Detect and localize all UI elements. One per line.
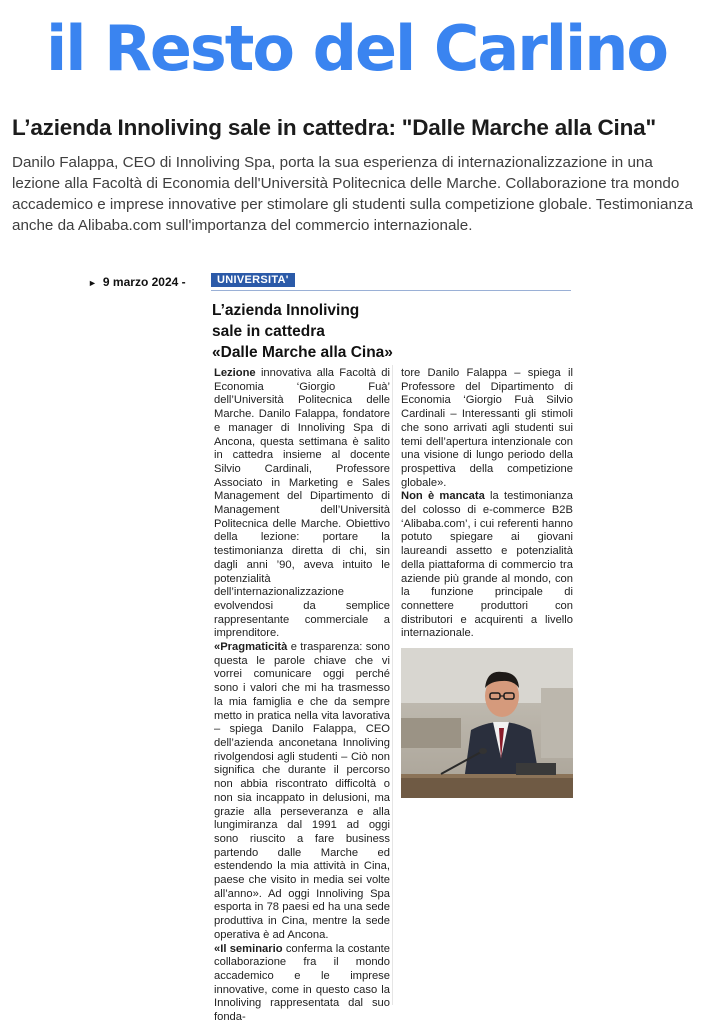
speaker-photo-illustration (401, 648, 573, 798)
paragraph-text: tore Danilo Falappa – spiega il Professore del Dipartimento di Economia ‘Giorgio Fuà Silvio Cardinali – Interessanti gli stimoli che sono arrivati agli studenti sui temi dell’apertura intenzionale con una visione di lungo periodo della prospettiva della competizione globale». (401, 367, 573, 489)
clipping-title (212, 300, 412, 363)
clipping-title-line: L’azienda Innoliving (212, 302, 360, 319)
paragraph (401, 490, 573, 641)
article-column-1 (214, 367, 390, 1025)
clipping-title-line: sale in cattedra (212, 323, 325, 340)
newspaper-logo: il Resto del Carlino (45, 12, 668, 85)
section-divider (211, 290, 571, 291)
paragraph-text: e trasparenza: sono questa le parole chiave che vi vorrei comunicare oggi perché sono i valori che mi ha trasmesso la mia famiglia e che da sempre metto in pratica nella vita lavorativa – spiega Danilo Falappa, CEO dell’azienda anconetana Innoliving rivolgendosi agli studenti – Ciò non significa che durante il percorso non abbia riscontrato difficoltà o non sia incappato in delusioni, ma grazie alla perseveranza e alla lungimiranza dal 1991 ad oggi sono riuscito a fare business partendo dalle Marche ed estendendo la mia attività in Cina, paese che visito in media sei volte all’anno». Ad oggi Innoliving Spa esporta in 78 paesi ed ha una sede produttiva in Cina, mentre la sede operativa è ad Ancona. (214, 641, 390, 941)
paragraph (214, 367, 390, 641)
paragraph-lead: Non è mancata (401, 490, 485, 503)
paragraph-text: conferma la costante collaborazione fra il mondo accademico e le imprese innovative, come in questo caso la Innoliving rappresentata dal suo fonda- (214, 942, 390, 1024)
paragraph (214, 641, 390, 942)
page-headline: L’azienda Innoliving sale in cattedra: "Dalle Marche alla Cina" (12, 115, 656, 140)
clipping-date-text: 9 marzo 2024 - (102, 275, 186, 289)
clipping-title-line: «Dalle Marche alla Cina» (212, 344, 393, 361)
speaker-photo (401, 648, 573, 798)
column-divider (392, 365, 393, 1005)
section-badge: UNIVERSITA' (211, 273, 295, 287)
paragraph-text: la testimonianza del colosso di e-commerce B2B ‘Alibaba.com’, i cui referenti hanno potuto spiegare ai giovani laureandi assetto e potenzialità della piattaforma di commercio tra aziende più grande al mondo, con la funzione principale di connettere produttori con distributori e acquirenti a livello internazionale. (401, 490, 573, 640)
paragraph-lead: Lezione (214, 367, 256, 379)
article-summary: Danilo Falappa, CEO di Innoliving Spa, porta la sua esperienza di internazionalizzazione in una lezione alla Facoltà di Economia dell'Università Politecnica delle Marche. Collaborazione tra mondo accademico e imprese innovative per stimolare gli studenti sulla competizione globale. Testimonianza anche da Alibaba.com sull'importanza del commercio internazionale. (12, 154, 693, 234)
article-column-2 (401, 367, 573, 641)
paragraph-lead: «Il seminario (214, 942, 283, 955)
paragraph-text: innovativa alla Facoltà di Economia ‘Giorgio Fuà’ dell’Università Politecnica delle Marche. Danilo Falappa, fondatore e manager di Innoliving Spa di Ancona, questa settimana è salito in cattedra insieme al docente Silvio Cardinali, Professore Associato in Marketing e Sales Management del Dipartimento di Management dell’Università Politecnica delle Marche. Obiettivo della lezione: portare la testimonianza diretta di chi, sin dagli anni ’90, aveva intuito le potenzialità dell’internazionalizzazione evolvendosi da semplice rappresentante commerciale a imprenditore. (214, 367, 390, 640)
clipping-date (88, 275, 186, 289)
paragraph-lead: «Pragmaticità (214, 641, 288, 654)
paragraph (401, 367, 573, 490)
paragraph (214, 943, 390, 1025)
triangle-right-icon: ► (88, 278, 97, 288)
